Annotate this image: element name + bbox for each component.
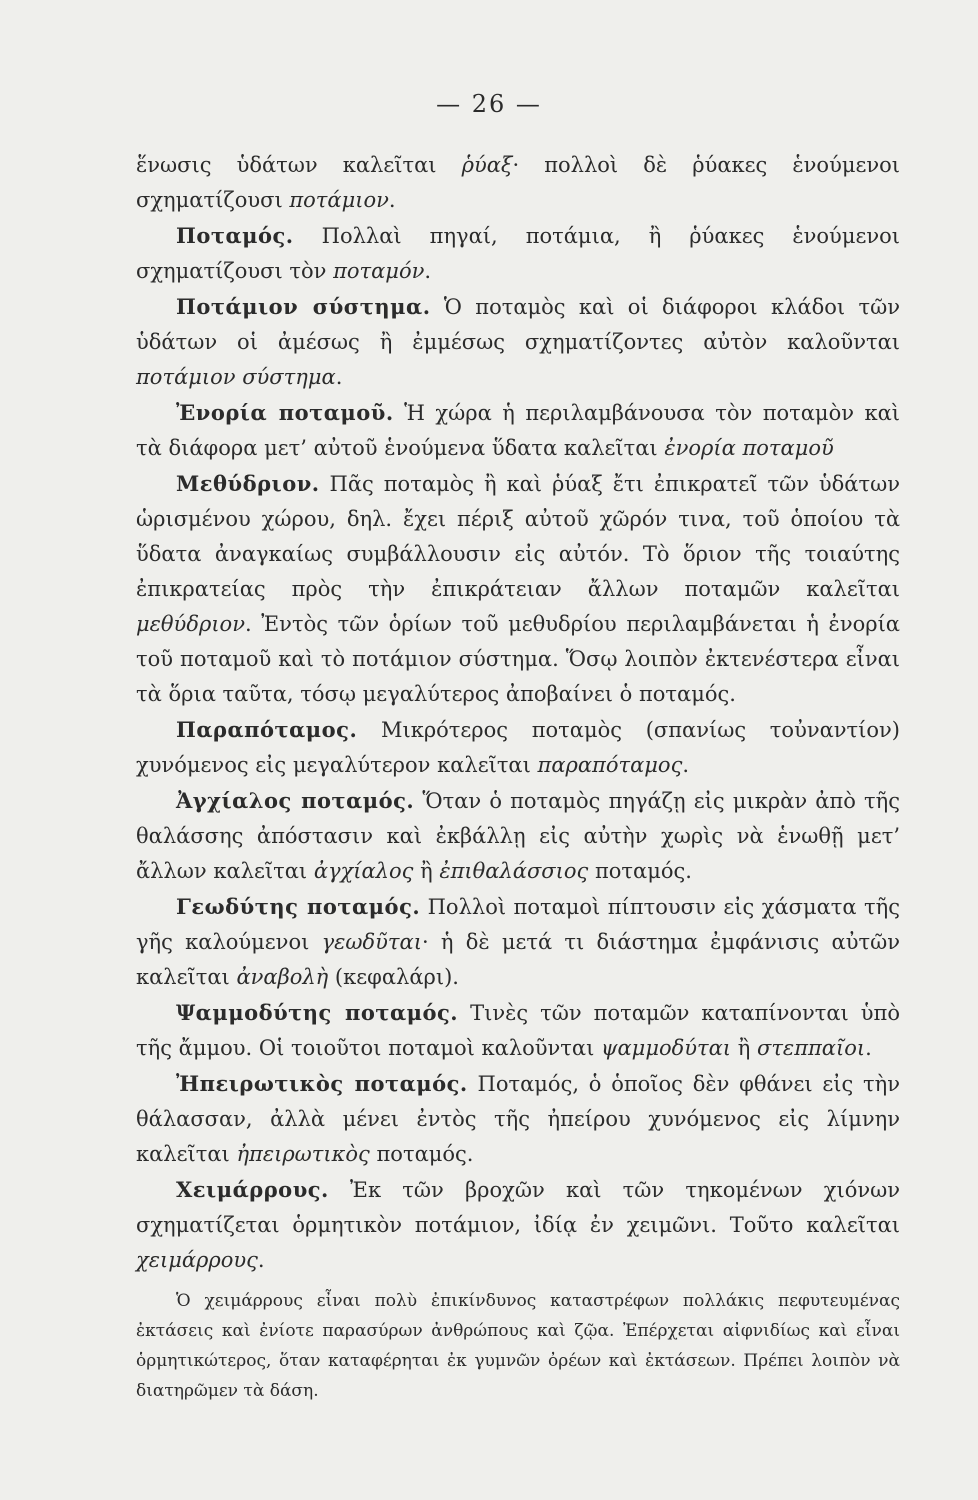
entry-heading: Γεωδύτης ποταμός. bbox=[176, 894, 421, 919]
entry-heading: Μεθύδριον. bbox=[176, 471, 320, 496]
entry-heading: Παραπόταμος. bbox=[176, 717, 358, 742]
page-number: — 26 — bbox=[436, 90, 542, 118]
text-run: Ὅταν ὁ ποταμὸς πηγάζῃ εἰς μικρὰν ἀπὸ τῆς θαλάσσης ἀπόστασιν καὶ ἐκβάλλῃ εἰς αὐτὴν χωρὶς νὰ ἑνωθῇ μετ’ ἄλλων καλεῖται bbox=[136, 789, 900, 883]
text-run: ἢ bbox=[413, 859, 440, 883]
italic-term: ψαμμοδύται bbox=[601, 1036, 732, 1060]
text-run: (κεφαλάρι). bbox=[328, 965, 459, 989]
text-run: . bbox=[865, 1036, 872, 1060]
text-run: . Ἐντὸς τῶν ὁρίων τοῦ μεθυδρίου περιλαμβάνεται ἡ ἐνορία τοῦ ποταμοῦ καὶ τὸ ποτάμιον σύστημα. Ὅσῳ λοιπὸν ἐκτενέστερα εἶναι τὰ ὅρια ταῦτα, τόσῳ μεγαλύτερος ἀποβαίνει ὁ ποταμός. bbox=[136, 612, 900, 706]
italic-term: παραπόταμος bbox=[537, 753, 683, 777]
italic-term: ποτάμιον σύστημα bbox=[136, 365, 336, 389]
text-run: Πολλοὶ ποταμοὶ πίπτουσιν εἰς χάσματα τῆς γῆς καλούμενοι bbox=[136, 895, 900, 954]
text-run: ἕνωσις ὑδάτων καλεῖται bbox=[136, 153, 462, 177]
italic-term: χειμάρρους bbox=[136, 1248, 258, 1272]
entry-heading: Ἐνορία ποταμοῦ. bbox=[176, 400, 394, 425]
entry-heading: Ψαμμοδύτης ποταμός. bbox=[176, 1000, 459, 1025]
italic-term: ἀναβολὴ bbox=[236, 965, 329, 989]
entry-geodytis bbox=[136, 889, 900, 995]
text-run: ποταμός. bbox=[369, 1142, 474, 1166]
entry-heading: Ποταμός. bbox=[176, 223, 294, 248]
text-run: ἢ bbox=[731, 1036, 757, 1060]
italic-term: ἐνορία ποταμοῦ bbox=[664, 436, 834, 460]
entry-enoria bbox=[136, 395, 900, 466]
entry-parapotamos bbox=[136, 712, 900, 783]
italic-term: ἠπειρωτικὸς bbox=[236, 1142, 370, 1166]
body-text bbox=[136, 148, 900, 1423]
text-run: Τινὲς τῶν ποταμῶν καταπίνονται ὑπὸ τῆς ἄμμου. Οἱ τοιοῦτοι ποταμοὶ καλοῦνται bbox=[136, 1001, 900, 1060]
entry-heading: Χειμάρρους. bbox=[176, 1177, 329, 1202]
italic-term: ῥύαξ bbox=[461, 153, 513, 177]
text-run: . bbox=[388, 188, 396, 212]
footnote: Ὁ χειμάρρους εἶναι πολὺ ἐπικίνδυνος καταστρέφων πολλάκις πεφυτευμένας ἐκτάσεις καὶ ἐνίοτε παρασύρων ἀνθρώπους καὶ ζῷα. Ἐπέρχεται αἰφνιδίως καὶ εἶναι ὁρμητικώτερος, ὅταν καταφέρηται ἐκ γυμνῶν ὀρέων καὶ ἐκτάσεων. Πρέπει λοιπὸν νὰ διατηρῶμεν τὰ δάση. bbox=[136, 1291, 900, 1401]
text-run: ποταμός. bbox=[588, 859, 692, 883]
italic-term: γεωδῦται bbox=[321, 930, 422, 954]
italic-term: ποταμόν bbox=[333, 259, 425, 283]
entry-potamos bbox=[136, 218, 900, 289]
text-run: Ὁ ποταμὸς καὶ οἱ διάφοροι κλάδοι τῶν ὑδάτων οἱ ἀμέσως ἢ ἐμμέσως σχηματίζοντες αὐτὸν καλοῦνται bbox=[136, 295, 901, 354]
entry-agchialos bbox=[136, 783, 900, 889]
text-run: · πολλοὶ δὲ ῥύακες ἑνούμενοι σχηματίζουσι bbox=[136, 153, 901, 212]
italic-term: ποτάμιον bbox=[289, 188, 389, 212]
entry-potamion-systima bbox=[136, 289, 900, 395]
italic-term: στεππαῖοι bbox=[756, 1036, 866, 1060]
text-run: . bbox=[257, 1248, 265, 1272]
text-run: Ἡ χώρα ἡ περιλαμβάνουσα τὸν ποταμὸν καὶ τὰ διάφορα μετ’ αὐτοῦ ἑνούμενα ὕδατα καλεῖται bbox=[136, 401, 900, 460]
entry-methydrion bbox=[136, 466, 900, 712]
text-run: Πᾶς ποταμὸς ἢ καὶ ῥύαξ ἔτι ἐπικρατεῖ τῶν ὑδάτων ὡρισμένου χώρου, δηλ. ἔχει πέριξ αὐτοῦ χῶρόν τινα, τοῦ ὁποίου τὰ ὕδατα ἀναγκαίως συμβάλλουσιν εἰς αὐτόν. Τὸ ὅριον τῆς τοιαύτης ἐπικρατείας πρὸς τὴν ἐπικράτειαν ἄλλων ποταμῶν καλεῖται bbox=[136, 472, 900, 601]
text-run: Ποταμός, ὁ ὁποῖος δὲν φθάνει εἰς τὴν θάλασσαν, ἀλλὰ μένει ἐντὸς τῆς ἠπείρου χυνόμενος εἰς λίμνην καλεῖται bbox=[136, 1072, 900, 1166]
entry-heading: Ἀγχίαλος ποταμός. bbox=[176, 788, 415, 813]
italic-term: ἐπιθαλάσσιος bbox=[439, 859, 589, 883]
italic-term: μεθύδριον bbox=[136, 612, 245, 636]
text-run: . bbox=[335, 365, 343, 389]
entry-psammodytis bbox=[136, 995, 900, 1066]
text-run: . bbox=[682, 753, 690, 777]
entry-cheimarrous bbox=[136, 1172, 900, 1278]
text-run: . bbox=[424, 259, 432, 283]
text-run: Μικρότερος ποταμὸς (σπανίως τοὐναντίον) χυνόμενος εἰς μεγαλύτερον καλεῖται bbox=[136, 718, 900, 777]
entry-heading: Ποτάμιον σύστημα. bbox=[176, 294, 431, 319]
entry-ipeirotikos bbox=[136, 1066, 900, 1172]
text-run: Πολλαὶ πηγαί, ποτάμια, ἢ ῥύακες ἑνούμενοι σχηματίζουσι τὸν bbox=[136, 224, 900, 283]
text-run: · ἡ δὲ μετά τι διάστημα ἐμφάνισις αὐτῶν καλεῖται bbox=[136, 930, 900, 989]
italic-term: ἀγχίαλος bbox=[313, 859, 414, 883]
entry-heading: Ἠπειρωτικὸς ποταμός. bbox=[176, 1071, 468, 1096]
paragraph-continuation bbox=[136, 148, 900, 218]
text-run: Ἐκ τῶν βροχῶν καὶ τῶν τηκομένων χιόνων σχηματίζεται ὁρμητικὸν ποτάμιον, ἰδίᾳ ἐν χειμῶνι. Τοῦτο καλεῖται bbox=[136, 1178, 900, 1237]
